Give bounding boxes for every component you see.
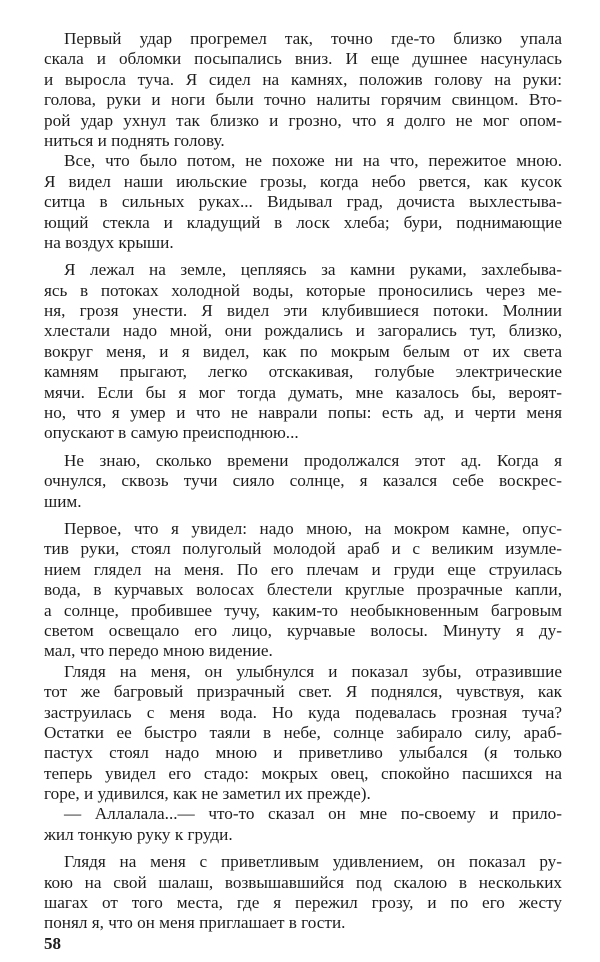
text-line: голова, руки и ноги были точно налиты горячим свинцом. Вто- <box>44 90 562 110</box>
text-line: Глядя на меня с приветливым удивлением, он показал ру- <box>64 852 562 872</box>
text-line: пастух стоял надо мною и приветливо улыбался (я только <box>44 743 562 763</box>
paragraph <box>44 29 562 151</box>
text-line: теперь увидел его стадо: мокрых овец, спокойно пасшихся на <box>44 763 562 783</box>
text-line: мал, что передо мною видение. <box>44 641 273 661</box>
text-line: Не знаю, сколько времени продолжался этот ад. Когда я <box>64 450 562 470</box>
paragraph <box>44 519 562 662</box>
paragraph <box>44 151 562 253</box>
text-line: но, что я умер и что не наврали попы: есть ад, и черти меня <box>44 403 562 423</box>
text-line: Я лежал на земле, цепляясь за камни руками, захлебыва- <box>64 260 562 280</box>
text-line: Я видел наши июльские грозы, когда небо рвется, как кусок <box>44 171 562 191</box>
text-line: Остатки ее быстро таяли в небе, солнце забирало силу, араб- <box>44 722 562 742</box>
text-line: горе, и удивился, как не заметил их прежде). <box>44 784 371 804</box>
text-line: понял я, что он меня приглашает в гости. <box>44 913 346 933</box>
text-line: а солнце, пробившее тучу, каким-то необыкновенным багровым <box>44 600 562 620</box>
text-line: мячи. Если бы я мог тогда думать, мне казалось бы, вероят- <box>44 382 562 402</box>
text-line: жил тонкую руку к груди. <box>44 824 233 844</box>
paragraph <box>44 804 562 845</box>
text-line: Первый удар прогремел так, точно где-то близко упала <box>64 29 562 48</box>
text-line: на воздух крыши. <box>44 232 174 252</box>
paragraph <box>44 852 562 934</box>
text-line: — Аллалала...— что-то сказал он мне по-своему и прило- <box>64 804 562 824</box>
text-line: тот же багровый призрачный свет. Я поднялся, чувствуя, как <box>44 682 562 702</box>
text-line: Первое, что я увидел: надо мною, на мокром камне, опус- <box>64 518 562 538</box>
text-line: ня, грозя унести. Я видел эти клубившиеся потоки. Молнии <box>44 301 562 321</box>
text-line: хлестали надо мной, они рождались и загорались тут, близко, <box>44 321 562 341</box>
text-line: очнулся, сквозь тучи сияло солнце, я казался себе воскрес- <box>44 471 562 491</box>
text-line: ясь в потоках холодной воды, которые проносились через ме- <box>44 280 562 300</box>
text-line: кою на свой шалаш, возвышавшийся под скалою в нескольких <box>44 872 562 892</box>
text-line: опускают в самую преисподнюю... <box>44 423 299 443</box>
text-line: шим. <box>44 491 82 511</box>
page-number: 58 <box>44 934 61 953</box>
text-line: вокруг меня, и я видел, как по мокрым белым от их света <box>44 341 562 361</box>
text-line: ниться и поднять голову. <box>44 130 225 150</box>
text-line: Глядя на меня, он улыбнулся и показал зубы, отразившие <box>64 661 562 681</box>
text-line: заструилась с меня вода. Но куда подевалась грозная туча? <box>44 702 562 722</box>
text-line: нием глядел на меня. По его плечам и груди еще струилась <box>44 559 562 579</box>
paragraph <box>44 260 562 444</box>
text-line: рой удар ухнул так близко и грозно, что я долго не мог опом- <box>44 110 562 130</box>
text-line: и выросла туча. Я сидел на камнях, положив голову на руки: <box>44 69 562 89</box>
page-body <box>44 29 562 934</box>
paragraph <box>44 451 562 512</box>
text-line: камням прыгают, легко отскакивая, голубые электрические <box>44 362 562 382</box>
text-line: Все, что было потом, не похоже ни на что, пережитое мною. <box>64 151 562 171</box>
text-line: вода, в курчавых волосах блестели круглые прозрачные капли, <box>44 580 562 600</box>
text-line: шагах от того места, где я пережил грозу, и по его жесту <box>44 893 562 913</box>
paragraph <box>44 662 562 805</box>
text-line: светом освещало его лицо, курчавые волосы. Минуту я ду- <box>44 620 562 640</box>
text-line: ситца в сильных руках... Видывал град, дочиста выхлестыва- <box>44 192 562 212</box>
text-line: ющий стекла и кладущий в лоск хлеба; бури, поднимающие <box>44 212 562 232</box>
text-line: тив руки, стоял полуголый молодой араб и с великим изумле- <box>44 539 562 559</box>
text-line: скала и обломки посыпались вниз. И еще душнее насунулась <box>44 49 562 69</box>
